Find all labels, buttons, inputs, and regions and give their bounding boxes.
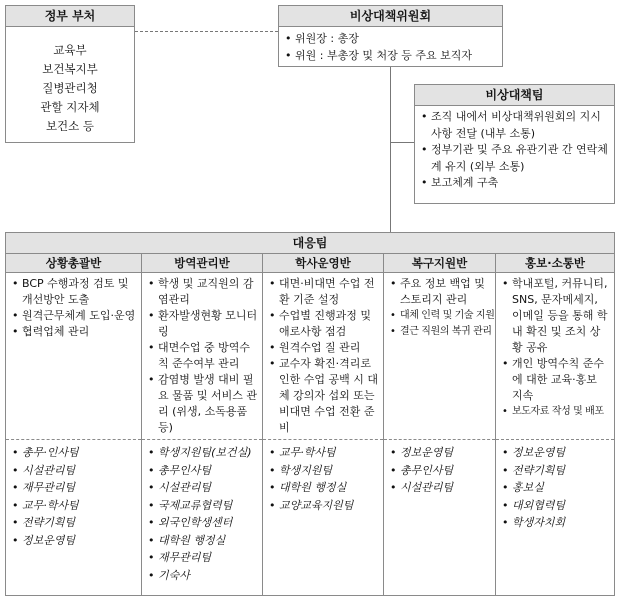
column-units (496, 440, 614, 532)
column-pr (495, 254, 614, 596)
unit-item: • 정보운영팀 (502, 444, 610, 462)
duty-item: • 대체 인력 및 기술 지원 (390, 308, 491, 324)
response-team-box (5, 232, 615, 596)
emergency-team-box (414, 84, 615, 204)
column-units (384, 440, 495, 497)
emergency-team-item: • 보고체계 구축 (421, 175, 610, 192)
unit-item: • 대학원 행정실 (269, 479, 379, 497)
duty-item: • 대면수업 중 방역수칙 준수여부 관리 (148, 340, 258, 372)
committee-item: • 위원 : 부총장 및 처장 등 주요 보직자 (285, 47, 498, 64)
duty-item: • 환자발생현황 모니터링 (148, 308, 258, 340)
unit-item: • 교무·학사팀 (12, 497, 137, 515)
response-team-title: 대응팀 (6, 233, 614, 254)
unit-item: • 학생지원팀 (269, 462, 379, 480)
column-academic (262, 254, 383, 596)
unit-item: • 외국인학생센터 (148, 514, 258, 532)
emergency-team-item: • 조직 내에서 비상대책위원회의 지시사항 전달 (내부 소통) (421, 109, 610, 142)
unit-item: • 전략기획팀 (502, 462, 610, 480)
unit-item: • 전략기획팀 (12, 514, 137, 532)
column-duties (384, 273, 495, 440)
unit-item: • 대외협력팀 (502, 497, 610, 515)
government-item: 교육부 (53, 43, 87, 57)
column-duties (263, 273, 383, 440)
column-title: 방역관리반 (142, 254, 262, 273)
unit-item: • 총무·인사팀 (12, 444, 137, 462)
unit-item: • 정보운영팀 (12, 532, 137, 550)
duty-item: • 주요 정보 백업 및 스토리지 관리 (390, 276, 491, 308)
emergency-team-title: 비상대책팀 (415, 85, 614, 106)
unit-item: • 홍보실 (502, 479, 610, 497)
emergency-team-list (415, 106, 614, 192)
committee-item: • 위원장 : 총장 (285, 30, 498, 47)
unit-item: • 학생자치회 (502, 514, 610, 532)
unit-item: • 시설관리팀 (12, 462, 137, 480)
connector-line (390, 67, 391, 233)
duty-item: • 학내포털, 커뮤니티, SNS, 문자메세지, 이메일 등을 통해 학내 확진 및 조치 상황 공유 (502, 276, 610, 356)
duty-item: • 원격근무체계 도입·운영 (12, 308, 137, 324)
unit-item: • 시설관리팀 (390, 479, 491, 497)
unit-item: • 기숙사 (148, 567, 258, 585)
unit-item: • 국제교류협력팀 (148, 497, 258, 515)
unit-item: • 교무·학사팀 (269, 444, 379, 462)
duty-item: • 수업별 진행과정 및 애로사항 점검 (269, 308, 379, 340)
unit-item: • 시설관리팀 (148, 479, 258, 497)
column-units (6, 440, 141, 549)
committee-list (279, 27, 502, 64)
column-situation (6, 254, 141, 596)
column-units (142, 440, 262, 584)
column-title: 상황총괄반 (6, 254, 141, 273)
government-item: 질병관리청 (42, 81, 98, 95)
unit-item: • 재무관리팀 (12, 479, 137, 497)
dashed-connector (135, 31, 278, 32)
duty-item: • 결근 직원의 복귀 관리 (390, 324, 491, 340)
emergency-team-item: • 정부기관 및 주요 유관기관 간 연락체계 유지 (외부 소통) (421, 142, 610, 175)
column-title: 홍보·소통반 (496, 254, 614, 273)
duty-item: • 대면·비대면 수업 전환 기준 설정 (269, 276, 379, 308)
column-duties (142, 273, 262, 440)
unit-item: • 교양교육지원팀 (269, 497, 379, 515)
connector-line (390, 142, 414, 143)
unit-item: • 총무인사팀 (148, 462, 258, 480)
duty-item: • BCP 수행과정 검토 및 개선방안 도출 (12, 276, 137, 308)
unit-item: • 대학원 행정실 (148, 532, 258, 550)
column-duties (6, 273, 141, 440)
duty-item: • 감염병 발생 대비 필요 물품 및 서비스 관리 (위생, 소독용품 등) (148, 372, 258, 436)
duty-item: • 교수자 확진·격리로 인한 수업 공백 시 대체 강의자 섭외 또는 비대면 수업 전환 준비 (269, 356, 379, 436)
government-item: 보건소 등 (45, 119, 95, 133)
unit-item: • 재무관리팀 (148, 549, 258, 567)
government-list (6, 27, 134, 136)
column-title: 복구지원반 (384, 254, 495, 273)
government-item: 관할 지자체 (40, 100, 100, 114)
committee-title: 비상대책위원회 (279, 6, 502, 27)
government-title: 정부 부처 (6, 6, 134, 27)
column-units (263, 440, 383, 514)
duty-item: • 학생 및 교직원의 감염관리 (148, 276, 258, 308)
duty-item: • 보도자료 작성 및 배포 (502, 404, 610, 420)
column-title: 학사운영반 (263, 254, 383, 273)
government-box (5, 5, 135, 143)
unit-item: • 총무인사팀 (390, 462, 491, 480)
column-recovery (383, 254, 495, 596)
column-duties (496, 273, 614, 440)
committee-box (278, 5, 503, 67)
duty-item: • 협력업체 관리 (12, 324, 137, 340)
duty-item: • 개인 방역수칙 준수에 대한 교육·홍보 지속 (502, 356, 610, 404)
duty-item: • 원격수업 질 관리 (269, 340, 379, 356)
government-item: 보건복지부 (42, 62, 98, 76)
unit-item: • 정보운영팀 (390, 444, 491, 462)
column-quarantine (141, 254, 262, 596)
unit-item: • 학생지원팀(보건실) (148, 444, 258, 462)
